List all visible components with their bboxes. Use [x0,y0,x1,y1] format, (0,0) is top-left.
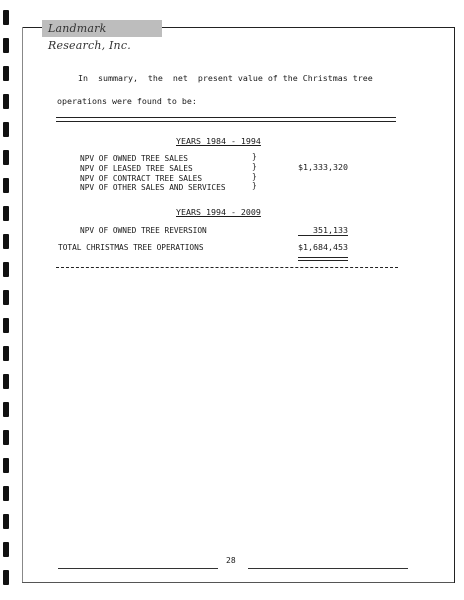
reversion-label: NPV OF OWNED TREE REVERSION [80,226,207,235]
binder-hole [3,94,9,109]
binder-hole [3,262,9,277]
binder-hole [3,318,9,333]
grand-total-value: $1,684,453 [298,242,348,252]
binder-hole [3,290,9,305]
binder-hole [3,430,9,445]
binder-hole [3,150,9,165]
binder-hole [3,458,9,473]
period1-heading: YEARS 1984 - 1994 [176,136,261,146]
footer-rule-left [58,568,218,569]
binder-hole [3,514,9,529]
period1-item: NPV OF OTHER SALES AND SERVICES [80,183,226,192]
reversion-value: 351,133 [298,225,348,236]
period2-heading: YEARS 1994 - 2009 [176,207,261,217]
binder-hole [3,38,9,53]
binder-hole [3,122,9,137]
binder-hole [3,402,9,417]
footer-rule-right [248,568,408,569]
binder-hole [3,66,9,81]
brace-mark: } [252,181,257,190]
page-frame-left [22,27,23,583]
binder-hole [3,234,9,249]
period1-total: $1,333,320 [298,162,348,172]
binder-hole [3,206,9,221]
summary-line-2: operations were found to be: [57,96,197,106]
binder-hole [3,542,9,557]
grand-total-double-underline [298,257,348,261]
page-frame-right [454,27,455,583]
summary-line-1: In summary, the net present value of the Christmas tree [78,73,373,83]
binder-hole [3,178,9,193]
binder-hole [3,346,9,361]
binder-hole [3,374,9,389]
company-logo: Landmark Research, Inc. [42,20,162,37]
brace-mark: } [252,162,257,171]
double-rule [56,117,396,122]
grand-total-label: TOTAL CHRISTMAS TREE OPERATIONS [58,243,204,252]
binder-holes [3,10,10,595]
binder-hole [3,486,9,501]
binder-hole [3,570,9,585]
page-number: 28 [226,556,236,565]
period1-item: NPV OF OWNED TREE SALES [80,154,188,163]
binder-hole [3,10,9,25]
brace-mark: } [252,172,257,181]
dashed-rule [56,267,398,268]
page-frame-bottom [22,582,454,583]
period1-item: NPV OF CONTRACT TREE SALES [80,174,203,183]
period1-item: NPV OF LEASED TREE SALES [80,164,193,173]
brace-mark: } [252,152,257,161]
